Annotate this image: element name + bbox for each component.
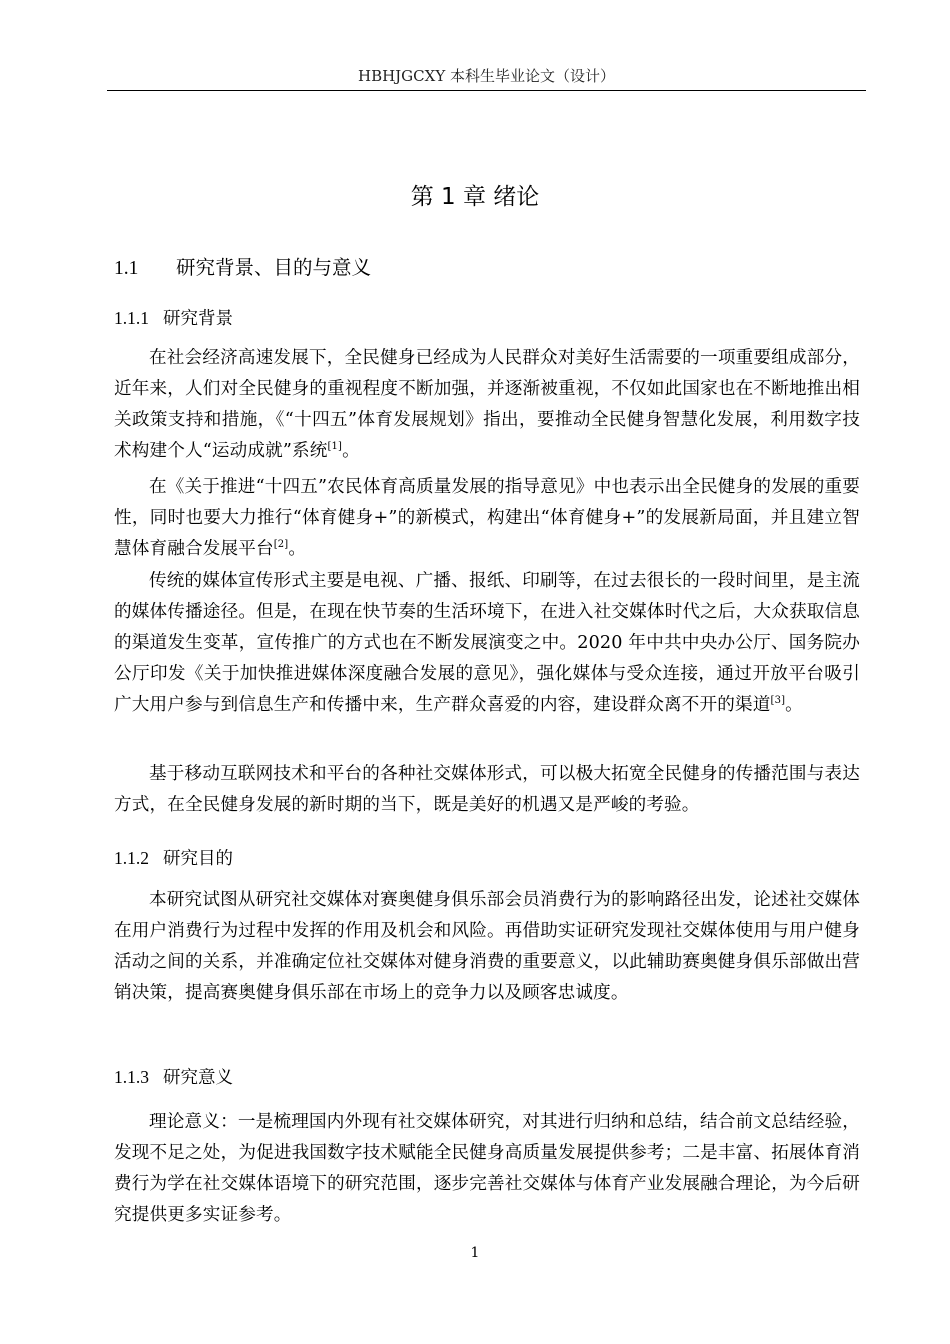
paragraph-background-2	[114, 472, 860, 565]
subsection-heading-1-1-1	[114, 305, 233, 330]
running-header: HBHJGCXY 本科生毕业论文（设计）	[107, 62, 866, 91]
paragraph-end: 。	[785, 695, 803, 715]
subsection-heading-1-1-2	[114, 845, 233, 870]
citation-ref[interactable]: [2]	[273, 539, 289, 550]
paragraph-text: 传统的媒体宣传形式主要是电视、广播、报纸、印刷等，在过去很长的一段时间里，是主流的媒体传播途径。但是，在现在快节奏的生活环境下，在进入社交媒体时代之后，大众获取信息的渠道发生变革，宣传推广的方式也在不断发展演变之中。2020 年中共中央办公厅、国务院办公厅印发《关于加快推进媒体深度融合发展的意见》，强化媒体与受众连接，通过开放平台吸引广大用户参与到信息生产和传播中来，生产群众喜爱的内容，建设群众离不开的渠道	[114, 571, 860, 715]
paragraph-significance: 理论意义：一是梳理国内外现有社交媒体研究，对其进行归纳和总结，结合前文总结经验，发现不足之处，为促进我国数字技术赋能全民健身高质量发展提供参考；二是丰富、拓展体育消费行为学在社交媒体语境下的研究范围，逐步完善社交媒体与体育产业发展融合理论，为今后研究提供更多实证参考。	[114, 1112, 860, 1225]
subsection-title: 研究背景	[163, 309, 233, 329]
paragraph-end: 。	[342, 441, 360, 461]
page-number: 1	[470, 1245, 480, 1261]
subsection-title: 研究意义	[163, 1068, 233, 1088]
section-number: 1.1	[114, 258, 139, 279]
subsection-number: 1.1.3	[114, 1067, 149, 1087]
subsection-number: 1.1.2	[114, 848, 149, 868]
chapter-title: 第 1 章 绪论	[410, 184, 540, 210]
citation-ref[interactable]: [3]	[770, 695, 786, 706]
section-title: 研究背景、目的与意义	[176, 256, 372, 279]
subsection-heading-1-1-3	[114, 1064, 233, 1089]
paragraph-background-3	[114, 566, 860, 721]
citation-ref[interactable]: [1]	[327, 441, 343, 452]
subsection-title: 研究目的	[163, 849, 233, 869]
section-heading-1-1	[114, 252, 371, 280]
paragraph-text: 在《关于推进“十四五”农民体育高质量发展的指导意见》中也表示出全民健身的发展的重要性，同时也要大力推行“体育健身+”的新模式，构建出“体育健身+”的发展新局面，并且建立智慧体育融合发展平台	[114, 477, 860, 559]
paragraph-background-1	[114, 343, 860, 467]
paragraph-end: 。	[288, 539, 307, 559]
paragraph-background-4: 基于移动互联网技术和平台的各种社交媒体形式，可以极大拓宽全民健身的传播范围与表达方式，在全民健身发展的新时期的当下，既是美好的机遇又是严峻的考验。	[114, 764, 860, 815]
paragraph-text: 在社会经济高速发展下，全民健身已经成为人民群众对美好生活需要的一项重要组成部分，近年来，人们对全民健身的重视程度不断加强，并逐渐被重视，不仅如此国家也在不断地推出相关政策支持和措施，《“十四五”体育发展规划》指出，要推动全民健身智慧化发展，利用数字技术构建个人“运动成就”系统	[114, 348, 860, 461]
subsection-number: 1.1.1	[114, 308, 149, 328]
paragraph-purpose: 本研究试图从研究社交媒体对赛奥健身俱乐部会员消费行为的影响路径出发，论述社交媒体在用户消费行为过程中发挥的作用及机会和风险。再借助实证研究发现社交媒体使用与用户健身活动之间的关系，并准确定位社交媒体对健身消费的重要意义，以此辅助赛奥健身俱乐部做出营销决策，提高赛奥健身俱乐部在市场上的竞争力以及顾客忠诚度。	[114, 890, 860, 1003]
